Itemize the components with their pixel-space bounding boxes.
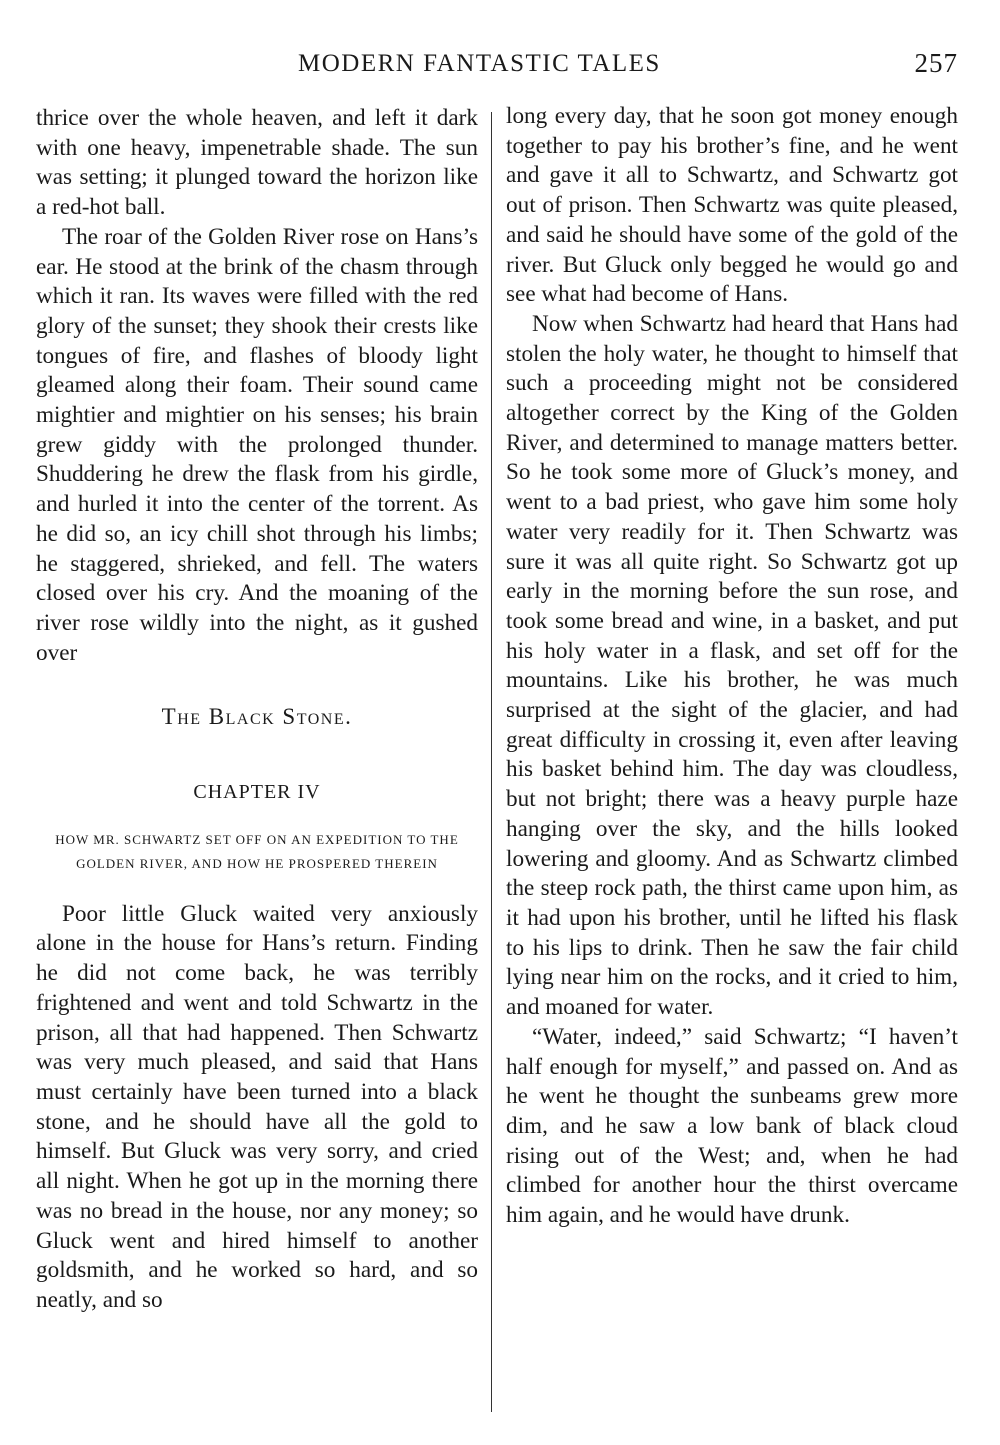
paragraph: thrice over the whole heaven, and left it dark with one heavy, impenetrable shade. The sun was setting; it plunged toward the horizon like a red-hot ball. [36,105,478,221]
chapter-title: CHAPTER IV [193,781,321,804]
paragraph: Poor little Gluck waited very anxiously alone in the house for Hans’s return. Finding he did not come back, he was terribly frightened and went and told Schwartz in the prison, all that had happened. Then Schwartz was very much pleased, and said that Hans must certainly have been turned into a black stone, and he should have all the gold to himself. But Gluck was very sorry, and cried all night. When he got up in the morning there was no bread in the house, nor any money; so Gluck went and hired himself to another goldsmith, and he worked so hard, and so neatly, and so [36,900,478,1313]
paragraph: Now when Schwartz had heard that Hans had stolen the holy water, he thought to himself that such a proceeding might not be considered altogether correct by the King of the Golden River, and determined to manage matters better. So he took some more of Gluck’s money, and went to a bad priest, who gave him some holy water very readily for it. Then Schwartz was sure it was all quite right. So Schwartz got up early in the morning before the sun rose, and took some bread and wine, in a basket, and put his holy water in a flask, and set off for the mountains. Like his brother, he was much surprised at the sight of the glacier, and had great difficulty in crossing it, even after leaving his basket behind him. The day was cloudless, but not bright; there was a heavy purple haze hanging over the sky, and the hills looked lowering and gloomy. And as Schwartz climbed the steep rock path, the thirst came upon him, as it had upon his brother, until he lifted his flask to his lips to drink. Then he saw the fair child lying near him on the rocks, and it cried to him, and moaned for water. [506,310,958,1021]
paragraph: The roar of the Golden River rose on Hans’s ear. He stood at the brink of the chasm through which it ran. Its waves were filled with the red glory of the sunset; they shook their crests like tongues of fire, and flashes of bloody light gleamed along their foam. Their sound came mightier and mightier on his senses; his brain grew giddy with the prolonged thunder. Shuddering he drew the flask from his girdle, and hurled it into the center of the torrent. As he did so, an icy chill shot through his limbs; he staggered, shrieked, and fell. The waters closed over his cry. And the moaning of the river rose wildly into the night, as it gushed over [36,223,478,666]
running-title: MODERN FANTASTIC TALES [298,50,661,77]
chapter-subtitle: HOW MR. SCHWARTZ SET OFF ON AN EXPEDITION TO THE GOLDEN RIVER, AND HOW HE PROSPERED THEREIN [55,831,459,871]
paragraph: long every day, that he soon got money enough together to pay his brother’s fine, and he went and gave it all to Schwartz, and Schwartz got out of prison. Then Schwartz was quite pleased, and said he should have some of the gold of the river. But Gluck only begged he would go and see what had become of Hans. [506,103,958,308]
section-title: The Black Stone. [161,704,353,730]
page-header [0,46,1000,86]
column-divider [491,112,492,1412]
left-column [36,104,478,1316]
paragraph: “Water, indeed,” said Schwartz; “I haven’t half enough for myself,” and passed on. And as he went he thought the sunbeams grew more dim, and he saw a low bank of black cloud rising out of the West; and, when he had climbed for another hour the thirst overcame him again, and he would have drunk. [506,1023,958,1229]
page-number: 257 [914,48,958,78]
right-column [506,102,958,1231]
